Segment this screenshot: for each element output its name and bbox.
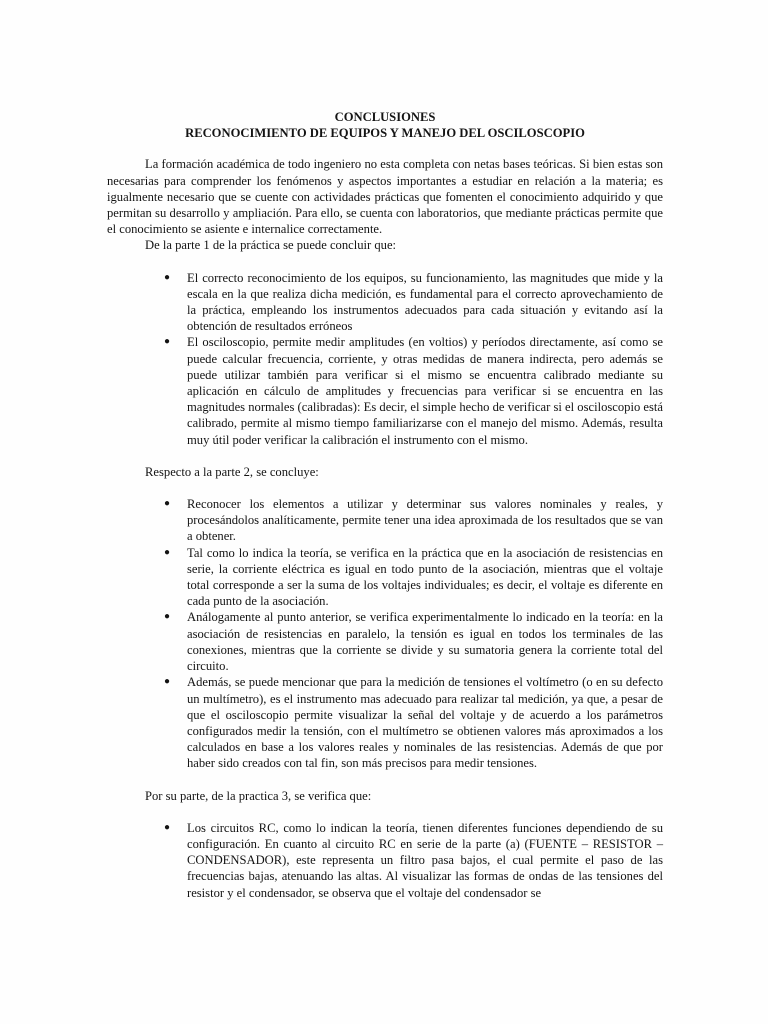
- doc-subtitle: RECONOCIMIENTO DE EQUIPOS Y MANEJO DEL OSCILOSCOPIO: [185, 126, 585, 141]
- bullet-icon: ●: [164, 611, 171, 623]
- bullet-icon: ●: [164, 676, 171, 688]
- intro-paragraph: La formación académica de todo ingeniero no esta completa con netas bases teóricas. Si bien estas son necesarias para comprender los fenómenos y aspectos importantes a estudiar en relación a la materia; es igualmente necesario que se cuente con actividades prácticas que fomenten el conocimiento adquirido y que permitan su desarrollo y ampliación. Para ello, se cuenta con laboratorios, que mediante prácticas permite que el conocimiento se asiente e internalice correctamente.: [107, 157, 663, 237]
- list-item: [107, 496, 663, 545]
- part2-lead: Respecto a la parte 2, se concluye:: [145, 464, 319, 479]
- list-item-text: Tal como lo indica la teoría, se verifica en la práctica que en la asociación de resistencias en serie, la corriente eléctrica es igual en todo punto de la asociación, mientras que el voltaje total corresponde a ser la suma de los voltajes individuales; es decir, el voltaje es diferente en cada punto de la asociación.: [187, 545, 663, 609]
- part3-list: [107, 820, 663, 901]
- list-item: [107, 609, 663, 674]
- bullet-icon: ●: [164, 498, 171, 510]
- list-item-text: Reconocer los elementos a utilizar y determinar sus valores nominales y reales, y procesándolos analíticamente, permite tener una idea aproximada de los resultados que se van a obtener.: [187, 497, 663, 544]
- list-item-text: El osciloscopio, permite medir amplitudes (en voltios) y períodos directamente, así como se puede calcular frecuencia, corriente, y otras medidas de manera indirecta, pero además se puede utilizar también para verificar si el mismo se encuentra calibrado mediante su aplicación en cálculo de amplitudes y frecuencias para verificar si se encuentra en las magnitudes normales (calibradas): Es decir, el simple hecho de verificar si el osciloscopio está calibrado, permite al mismo tiempo familiarizarse con el manejo del mismo. Además, resulta muy útil poder verificar la calibración el instrumento con el mismo.: [187, 335, 663, 447]
- list-item: [107, 270, 663, 335]
- bullet-icon: ●: [164, 821, 171, 833]
- list-item: [107, 820, 663, 901]
- list-item-text: Los circuitos RC, como lo indican la teoría, tienen diferentes funciones dependiendo de su configuración. En cuanto al circuito RC en serie de la parte (a) (FUENTE – RESISTOR – CONDENSADOR), este representa un filtro pasa bajos, el cual permite el paso de las frecuencias bajas, atenuando las altas. Al visualizar las formas de ondas de las tensiones del resistor y el condensador, se observa que el voltaje del condensador se: [187, 820, 663, 900]
- doc-title: CONCLUSIONES: [334, 110, 436, 124]
- list-item: [107, 674, 663, 771]
- document-page: [107, 109, 663, 901]
- list-item: [107, 545, 663, 610]
- bullet-icon: ●: [164, 271, 171, 283]
- part2-list: [107, 496, 663, 771]
- part3-lead: Por su parte, de la practica 3, se verifica que:: [145, 788, 372, 803]
- part1-list: [107, 270, 663, 448]
- list-item-text: Análogamente al punto anterior, se verifica experimentalmente lo indicado en la teoría: en la asociación de resistencias en paralelo, la tensión es igual en todos los terminales de las conexiones, mientras que la corriente se divide y su sumatoria genera la corriente total del circuito.: [187, 610, 663, 674]
- list-item-text: El correcto reconocimiento de los equipos, su funcionamiento, las magnitudes que mide y la escala en la que realiza dicha medición, es fundamental para el correcto aprovechamiento de la práctica, empleando los instrumentos adecuados para cada situación y evitando así la obtención de resultados erróneos: [187, 270, 663, 334]
- bullet-icon: ●: [164, 336, 171, 348]
- part1-lead: De la parte 1 de la práctica se puede concluir que:: [145, 238, 397, 253]
- list-item: [107, 334, 663, 447]
- bullet-icon: ●: [164, 546, 171, 558]
- list-item-text: Además, se puede mencionar que para la medición de tensiones el voltímetro (o en su defecto un multímetro), es el instrumento mas adecuado para realizar tal medición, ya que, a pesar de que el osciloscopio permite visualizar la señal del voltaje y de acuerdo a los parámetros configurados medir la tensión, con el multímetro se obtienen valores más aproximados a los calculados en base a los valores reales y nominales de las resistencias. Además de que por haber sido creados con tal fin, son más precisos para medir tensiones.: [187, 675, 663, 771]
